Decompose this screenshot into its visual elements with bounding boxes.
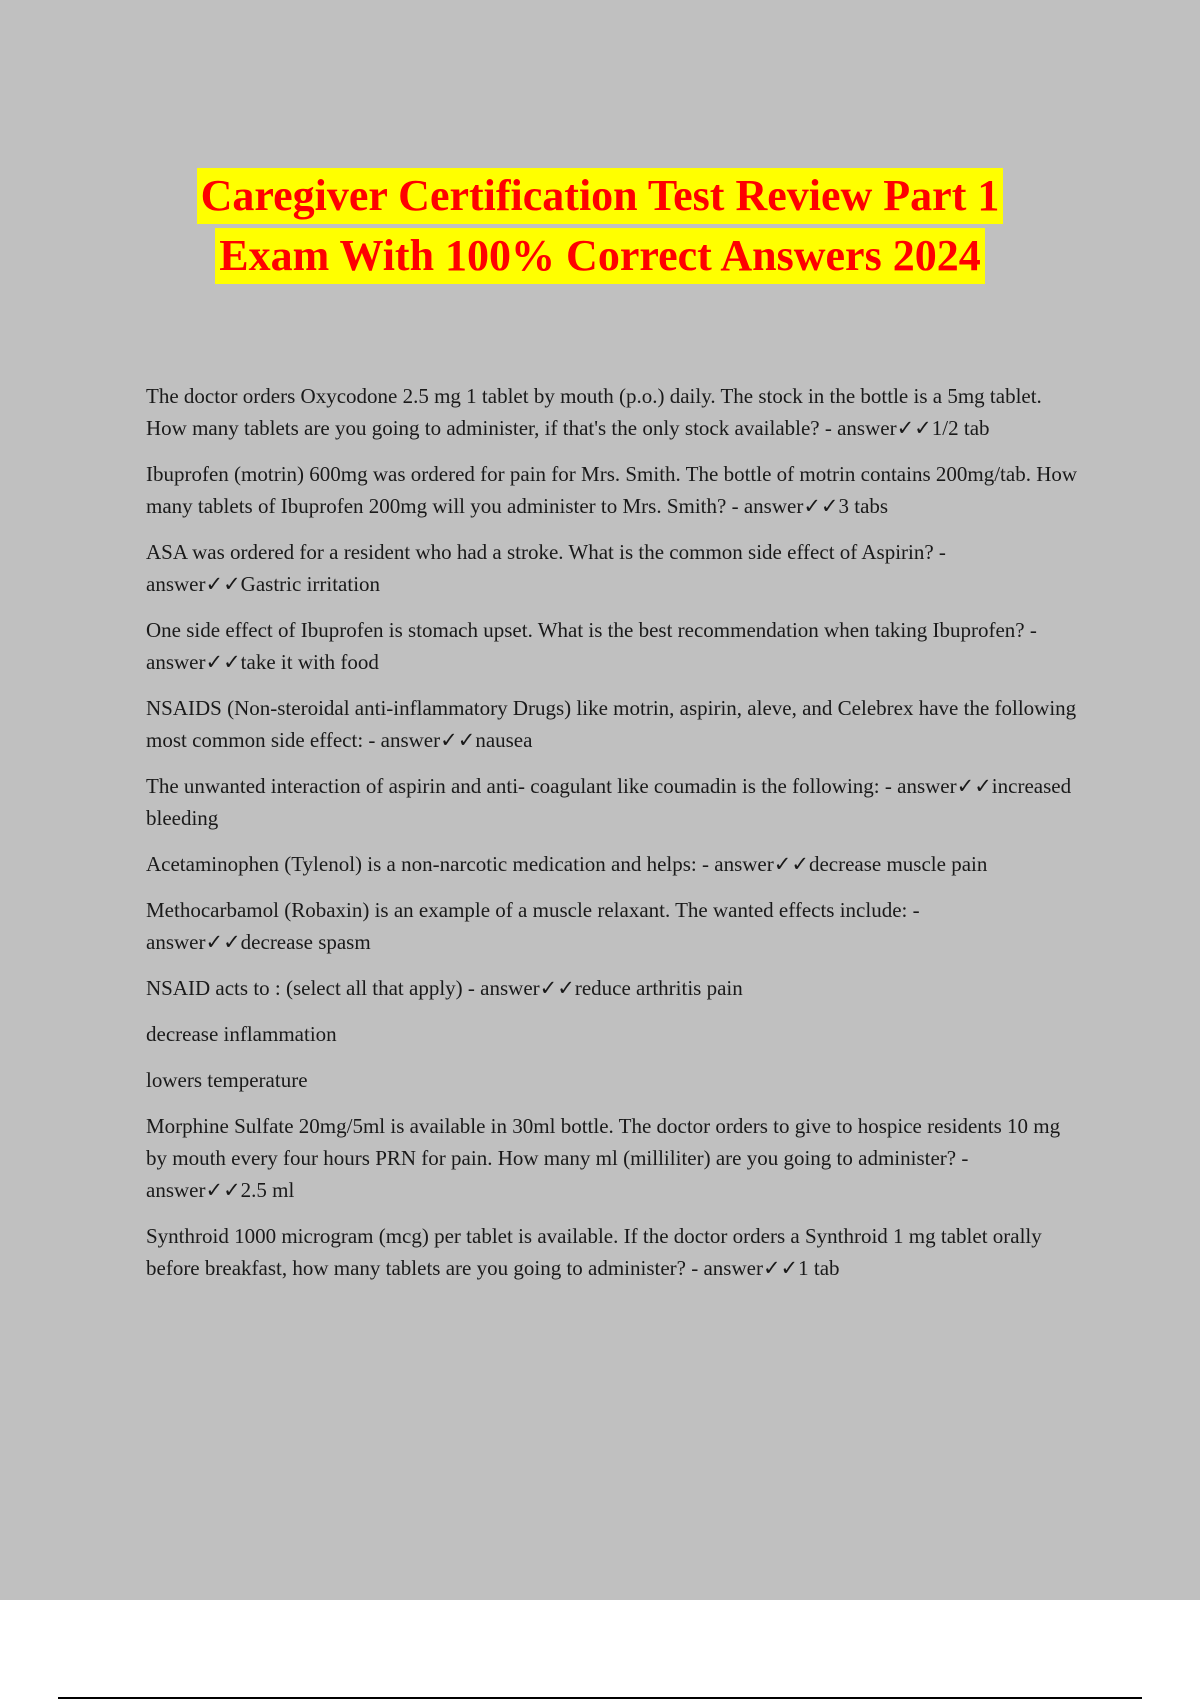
answer-text: nausea: [475, 728, 533, 752]
answer-text: reduce arthritis pain: [574, 976, 743, 1000]
question-text: ASA was ordered for a resident who had a stroke. What is the common side effect of Aspirin? -: [146, 540, 946, 564]
answer-marker: answer✓✓: [146, 650, 241, 674]
question-text: Acetaminophen (Tylenol) is a non-narcotic medication and helps: -: [146, 852, 710, 876]
answer-text: increased bleeding: [146, 774, 1072, 830]
question-text: Morphine Sulfate 20mg/5ml is available in 30ml bottle. The doctor orders to give to hospice residents 10 mg by mouth every four hours PRN for pain. How many ml (milliliter) are you going to administer? -: [146, 1114, 1061, 1170]
qa-item: [146, 614, 1086, 678]
qa-item: [146, 1220, 1086, 1284]
document-title: [0, 168, 1200, 288]
answer-marker: answer✓✓: [743, 494, 839, 518]
qa-text: [146, 614, 1086, 678]
answer-marker: answer✓✓: [380, 728, 476, 752]
qa-text: [146, 458, 1086, 522]
answer-marker: answer✓✓: [146, 572, 241, 596]
qa-text: [146, 972, 1086, 1004]
answer-marker: answer✓✓: [837, 416, 932, 440]
question-text: NSAID acts to : (select all that apply) -: [146, 976, 475, 1000]
answer-text: 1 tab: [798, 1256, 840, 1280]
qa-text: [146, 536, 1086, 600]
answer-text: 2.5 ml: [240, 1178, 295, 1202]
qa-item: [146, 770, 1086, 834]
qa-text: [146, 1110, 1086, 1206]
footer-rule: [58, 1697, 1142, 1699]
question-text: The unwanted interaction of aspirin and anti- coagulant like coumadin is the following: -: [146, 774, 892, 798]
answer-text: 1/2 tab: [931, 416, 990, 440]
answer-text: 3 tabs: [838, 494, 889, 518]
qa-text: [146, 692, 1086, 756]
question-text: Ibuprofen (motrin) 600mg was ordered for pain for Mrs. Smith. The bottle of motrin contains 200mg/tab. How many tablets of Ibuprofen 200mg will you administer to Mrs. Smith? -: [146, 462, 1078, 518]
qa-item: [146, 536, 1086, 600]
qa-text: [146, 380, 1086, 444]
question-text: Methocarbamol (Robaxin) is an example of a muscle relaxant. The wanted effects include: -: [146, 898, 920, 922]
question-text: The doctor orders Oxycodone 2.5 mg 1 tablet by mouth (p.o.) daily. The stock in the bottle is a 5mg tablet. How many tablets are you going to administer, if that's the only stock available? -: [146, 384, 1042, 440]
qa-item: [146, 1110, 1086, 1206]
qa-list: [146, 380, 1086, 1298]
qa-item: [146, 894, 1086, 958]
answer-marker: answer✓✓: [480, 976, 575, 1000]
answer-marker: answer✓✓: [897, 774, 992, 798]
answer-text: take it with food: [240, 650, 379, 674]
title-line-1: Caregiver Certification Test Review Part 1: [197, 168, 1004, 224]
answer-marker: answer✓✓: [146, 930, 241, 954]
qa-item: [146, 380, 1086, 444]
qa-text: [146, 770, 1086, 834]
question-text: Synthroid 1000 microgram (mcg) per tablet is available. If the doctor orders a Synthroid 1 mg tablet orally before breakfast, how many tablets are you going to administer? -: [146, 1224, 1042, 1280]
question-text: NSAIDS (Non-steroidal anti-inflammatory Drugs) like motrin, aspirin, aleve, and Celebrex have the following most common side effect: -: [146, 696, 1077, 752]
answer-marker: answer✓✓: [703, 1256, 799, 1280]
answer-text: decrease muscle pain: [808, 852, 988, 876]
answer-marker: answer✓✓: [146, 1178, 241, 1202]
qa-item: [146, 848, 1086, 880]
answer-continuation: lowers temperature: [146, 1068, 308, 1092]
answer-continuation: decrease inflammation: [146, 1022, 337, 1046]
answer-text: decrease spasm: [240, 930, 371, 954]
qa-text: [146, 848, 1086, 880]
answer-text: Gastric irritation: [240, 572, 381, 596]
title-line-2: Exam With 100% Correct Answers 2024: [215, 228, 984, 284]
qa-text: [146, 894, 1086, 958]
qa-item: [146, 692, 1086, 756]
question-text: One side effect of Ibuprofen is stomach upset. What is the best recommendation when taking Ibuprofen? -: [146, 618, 1037, 642]
qa-text: [146, 1220, 1086, 1284]
answer-marker: answer✓✓: [714, 852, 809, 876]
qa-item: [146, 458, 1086, 522]
qa-item: [146, 972, 1086, 1004]
